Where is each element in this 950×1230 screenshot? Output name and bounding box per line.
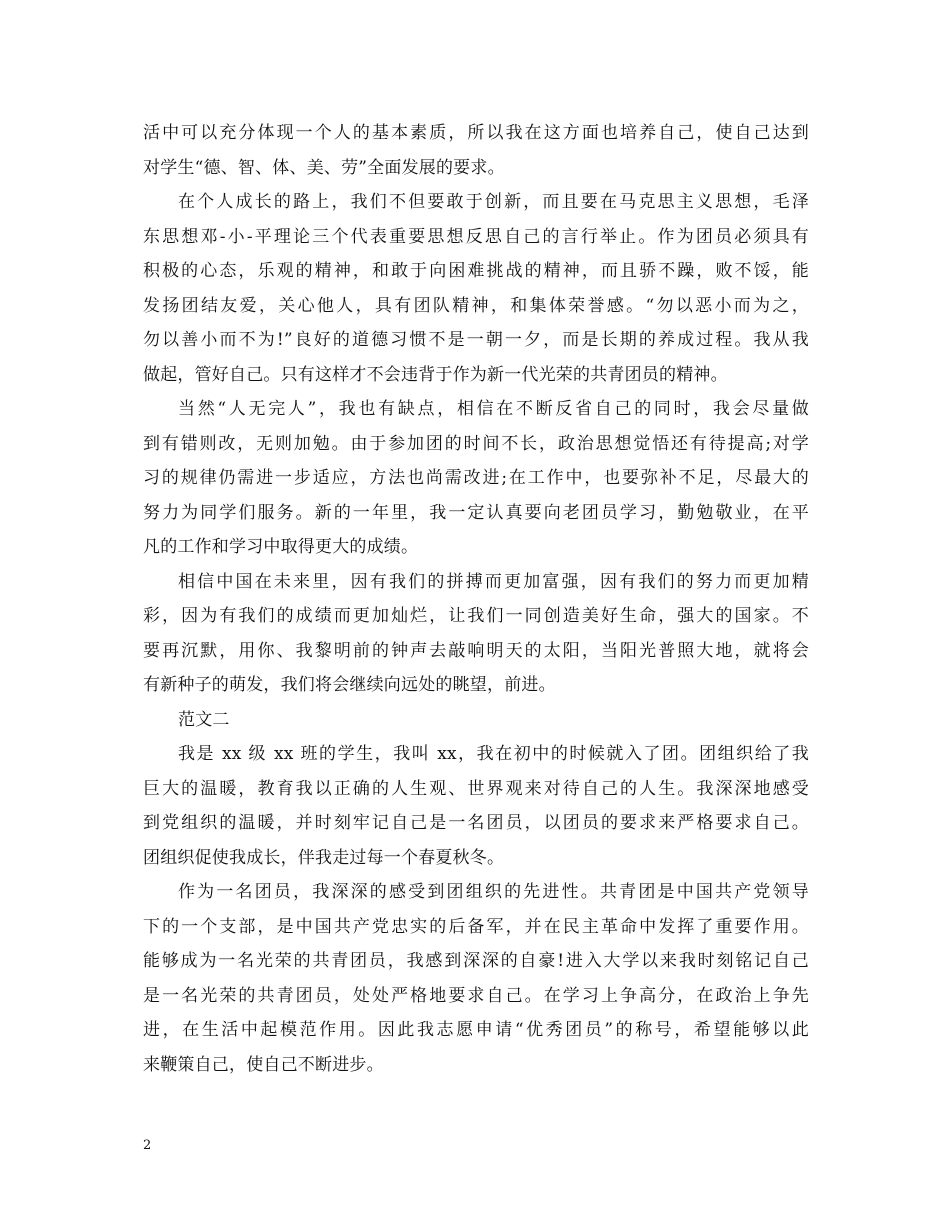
- text-line: 有新种子的萌发，我们将会继续向远处的眺望，前进。: [143, 675, 556, 695]
- text-line: 努力为同学们服务。新的一年里，我一定认真要向老团员学习，勤勉敬业，在平: [143, 502, 809, 523]
- text-line: 能够成为一名光荣的共青团员，我感到深深的自豪!进入大学以来我时刻铭记自己: [143, 951, 809, 971]
- text-line: 团组织促使我成长，伴我走过每一个春夏秋冬。: [143, 847, 505, 868]
- text-line: 作为一名团员，我深深的感受到团组织的先进性。共青团是中国共产党领导: [178, 882, 809, 902]
- text-line: 当然“人无完人”，我也有缺点，相信在不断反省自己的同时，我会尽量做: [178, 399, 809, 419]
- text-line: 范文二: [178, 709, 230, 730]
- text-line: 到有错则改，无则加勉。由于参加团的时间不长，政治思想觉悟还有待提高;对学: [143, 433, 809, 454]
- text-line: 对学生“德、智、体、美、劳”全面发展的要求。: [143, 157, 505, 178]
- text-line: 做起，管好自己。只有这样才不会违背于作为新一代光荣的共青团员的精神。: [143, 364, 728, 385]
- text-line: 积极的心态，乐观的精神，和敢于向困难挑战的精神，而且骄不躁，败不馁，能: [143, 261, 809, 281]
- text-line: 东思想邓-小-平理论三个代表重要思想反思自己的言行举止。作为团员必须具有: [143, 226, 809, 247]
- text-line: 下的一个支部，是中国共产党忠实的后备军，并在民主革命中发挥了重要作用。: [143, 916, 809, 937]
- text-line: 在个人成长的路上，我们不但要敢于创新，而且要在马克思主义思想，毛泽: [178, 192, 809, 212]
- text-line: 勿以善小而不为!”良好的道德习惯不是一朝一夕，而是长期的养成过程。我从我: [143, 330, 809, 350]
- text-line: 要再沉默，用你、我黎明前的钟声去敲响明天的太阳，当阳光普照大地，就将会: [143, 640, 809, 661]
- text-line: 发扬团结友爱，关心他人，具有团队精神，和集体荣誉感。“勿以恶小而为之，: [143, 295, 809, 316]
- page-number: 2: [143, 1138, 152, 1153]
- text-line: 活中可以充分体现一个人的基本素质，所以我在这方面也培养自己，使自己达到: [143, 123, 809, 143]
- text-line: 来鞭策自己，使自己不断进步。: [143, 1054, 384, 1075]
- text-line: 凡的工作和学习中取得更大的成绩。: [143, 537, 419, 557]
- text-line: 是一名光荣的共青团员，处处严格地要求自己。在学习上争高分，在政治上争先: [143, 985, 809, 1006]
- text-line: 进，在生活中起模范作用。因此我志愿申请“优秀团员”的称号，希望能够以此: [143, 1020, 809, 1040]
- text-line: 习的规律仍需进一步适应，方法也尚需改进;在工作中，也要弥补不足，尽最大的: [143, 468, 809, 488]
- text-line: 巨大的温暖，教育我以正确的人生观、世界观来对待自己的人生。我深深地感受: [143, 778, 809, 799]
- text-line: 我是 xx 级 xx 班的学生，我叫 xx，我在初中的时候就入了团。团组织给了我: [178, 744, 809, 764]
- document-body: [143, 116, 809, 1082]
- text-line: 相信中国在未来里，因有我们的拼搏而更加富强，因有我们的努力而更加精: [178, 571, 809, 592]
- text-line: 彩，因为有我们的成绩而更加灿烂，让我们一同创造美好生命，强大的国家。不: [143, 606, 809, 626]
- text-line: 到党组织的温暖，并时刻牢记自己是一名团员，以团员的要求来严格要求自己。: [143, 813, 809, 833]
